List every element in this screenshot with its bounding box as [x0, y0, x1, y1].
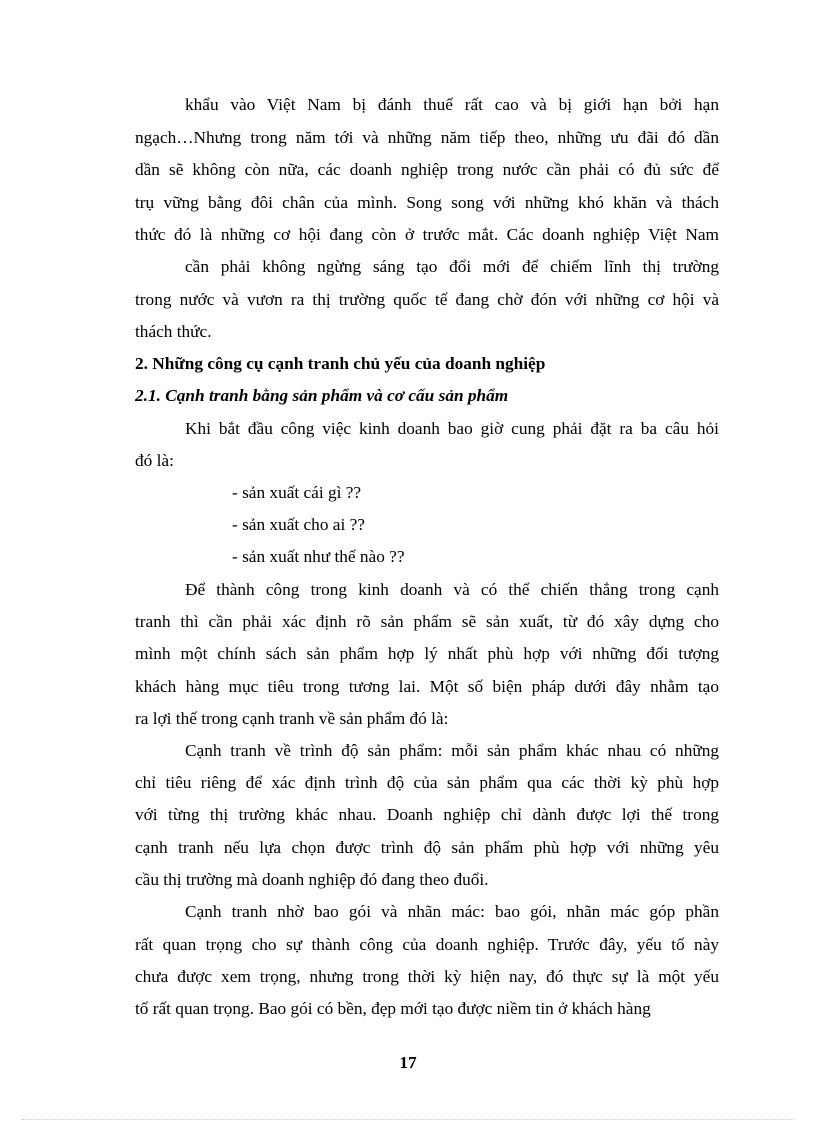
body-line: tố rất quan trọng. Bao gói có bền, đẹp mới tạo được niềm tin ở khách hàng [135, 999, 651, 1018]
body-line: chỉ tiêu riêng để xác định trình độ của sản phẩm qua các thời kỳ phù hợp [135, 773, 719, 792]
page-bottom-divider [22, 1119, 794, 1120]
body-line: thức đó là những cơ hội đang còn ở trước mắt. Các doanh nghiệp Việt Nam [135, 225, 719, 244]
body-line: cầu thị trường mà doanh nghiệp đó đang theo đuổi. [135, 870, 489, 889]
list-item: - sản xuất như thế nào ?? [232, 547, 405, 566]
body-line: ngạch…Nhưng trong năm tới và những năm tiếp theo, những ưu đãi đó dần [135, 128, 719, 147]
body-line: trụ vững bằng đôi chân của mình. Song song với những khó khăn và thách [135, 193, 719, 212]
body-line: dần sẽ không còn nữa, các doanh nghiệp trong nước cần phải có đủ sức để [135, 160, 719, 179]
body-line: khách hàng mục tiêu trong tương lai. Một số biện pháp dưới đây nhằm tạo [135, 677, 719, 696]
list-item: - sản xuất cho ai ?? [232, 515, 365, 534]
body-line: cần phải không ngừng sáng tạo đổi mới để chiếm lĩnh thị trường [185, 257, 719, 276]
body-line: rất quan trọng cho sự thành công của doanh nghiệp. Trước đây, yếu tố này [135, 935, 719, 954]
body-line: Khi bắt đầu công việc kinh doanh bao giờ cung phải đặt ra ba câu hỏi [185, 419, 719, 438]
body-line: khẩu vào Việt Nam bị đánh thuế rất cao và bị giới hạn bởi hạn [185, 95, 719, 114]
body-line: cạnh tranh nếu lựa chọn được trình độ sản phẩm phù hợp với những yêu [135, 838, 719, 857]
body-line: mình một chính sách sản phẩm hợp lý nhất phù hợp với những đối tượng [135, 644, 719, 663]
subsection-heading: 2.1. Cạnh tranh bằng sản phẩm và cơ cấu sản phẩm [135, 386, 509, 405]
body-line: với từng thị trường khác nhau. Doanh nghiệp chỉ dành được lợi thế trong [135, 805, 719, 824]
body-line: Để thành công trong kinh doanh và có thể chiến thắng trong cạnh [185, 580, 719, 599]
body-line: ra lợi thế trong cạnh tranh về sản phẩm đó là: [135, 709, 449, 728]
body-line: thách thức. [135, 322, 212, 341]
body-line: tranh thì cần phải xác định rõ sản phẩm sẽ sản xuất, từ đó xây dựng cho [135, 612, 719, 631]
body-line: trong nước và vươn ra thị trường quốc tế đang chờ đón với những cơ hội và [135, 290, 719, 309]
list-item: - sản xuất cái gì ?? [232, 483, 362, 502]
page-number: 17 [399, 1053, 417, 1072]
body-line: đó là: [135, 451, 174, 470]
body-line: chưa được xem trọng, nhưng trong thời kỳ hiện nay, đó thực sự là một yếu [135, 967, 719, 986]
body-line: Cạnh tranh về trình độ sản phẩm: mỗi sản phẩm khác nhau có những [185, 741, 719, 760]
section-heading: 2. Những công cụ cạnh tranh chủ yếu của doanh nghiệp [135, 354, 546, 373]
body-line: Cạnh tranh nhờ bao gói và nhãn mác: bao gói, nhãn mác góp phần [185, 902, 719, 921]
